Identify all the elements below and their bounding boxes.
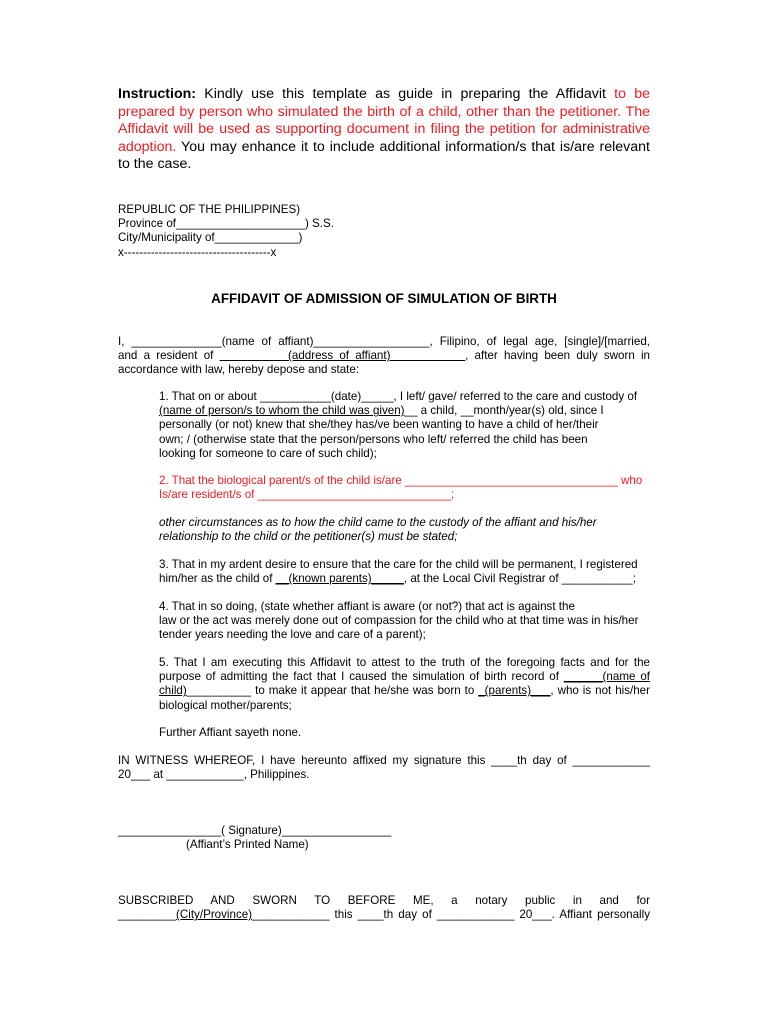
parents-blank: _(parents)___ xyxy=(478,684,551,698)
caption-divider: x--------------------------------------x xyxy=(118,245,277,259)
name-of-child-blank-2: child) xyxy=(159,684,187,698)
signature-block xyxy=(118,824,650,852)
circumstances-note xyxy=(159,516,650,544)
para1-line-5: looking for someone to care of such child); xyxy=(159,446,377,460)
further-affiant xyxy=(159,726,650,740)
subscribed-paragraph xyxy=(118,894,650,922)
witness-paragraph xyxy=(118,754,650,782)
para1-line-2-b: __ a child, __month/year(s) old, since I xyxy=(404,404,604,418)
para3-line-2-a: him/her as the child of xyxy=(159,572,276,586)
caption-province: Province of____________________) S.S. xyxy=(118,217,334,231)
para3-line-1: 3. That in my ardent desire to ensure that the care for the child will be permanent, I registered xyxy=(159,558,638,571)
name-of-person-blank: (name of person/s to whom the child was given) xyxy=(159,404,405,418)
known-parents-blank: __(known parents)_____ xyxy=(275,572,404,586)
intro-line-2-a: and a resident of xyxy=(118,349,220,363)
para1-line-1: 1. That on or about ___________(date)_____, I left/ gave/ referred to the care and custody of xyxy=(159,390,638,403)
caption-republic: REPUBLIC OF THE PHILIPPINES) xyxy=(118,203,301,216)
para2-line-1: 2. That the biological parent/s of the child is/are _________________________________ who xyxy=(159,474,643,487)
intro-line-2 xyxy=(118,349,650,363)
para5-line-4: biological mother/parents; xyxy=(159,698,292,712)
paragraph-3 xyxy=(159,558,650,586)
para5-line-2 xyxy=(159,670,650,684)
city-province-blank: (City/Province) xyxy=(176,908,253,922)
subscribed-line-2-b: ____________ this ____th day of ____________ 20___. Affiant personally xyxy=(252,908,650,922)
subscribed-line-1: SUBSCRIBED AND SWORN TO BEFORE ME, a notary public in and for xyxy=(118,894,650,907)
paragraph-4 xyxy=(159,600,650,643)
note-line-2: relationship to the child or the petitioner(s) must be stated; xyxy=(159,530,458,544)
instruction-text-2: You may enhance it to include additional information/s that is/are relevant to the case. xyxy=(118,138,650,173)
address-of-affiant: (address of affiant) xyxy=(219,349,466,363)
para4-line-2: law or the act was merely done out of compassion for the child who at that time was in his/her xyxy=(159,614,639,628)
instruction-paragraph xyxy=(118,86,650,174)
para3-line-2-b: , at the Local Civil Registrar of ___________; xyxy=(403,572,636,586)
subscribed-line-2 xyxy=(118,908,650,922)
note-line-1: other circumstances as to how the child came to the custody of the affiant and his/her xyxy=(159,516,597,529)
subscribed-line-2-a: _________ xyxy=(118,908,177,922)
intro-line-1: I, ______________(name of affiant)__________________, Filipino, of legal age, [single]/[married, xyxy=(118,335,650,348)
para5-line-3-b: __________ to make it appear that he/she was born to xyxy=(186,684,479,698)
paragraph-2 xyxy=(159,474,650,502)
para5-line-3 xyxy=(159,684,650,698)
witness-line-2: 20___ at ____________, Philippines. xyxy=(118,768,310,782)
signature-line: ________________( Signature)_________________ xyxy=(118,824,392,837)
para1-line-4: own; / (otherwise state that the person/persons who left/ referred the child has been xyxy=(159,432,588,446)
instruction-label: Instruction: xyxy=(118,86,197,102)
para5-line-1: 5. That I am executing this Affidavit to attest to the truth of the foregoing facts and for the xyxy=(159,656,650,669)
instruction-text: Kindly use this template as guide in preparing the Affidavit xyxy=(196,86,615,102)
instruction-red-text: to be prepared by person who simulated the birth of a child, other than the petitioner. The Affidavit will be used as supporting document in filing the petition for administrative adoption. xyxy=(118,86,650,155)
intro-line-3: accordance with law, hereby depose and state: xyxy=(118,363,360,377)
name-of-child-blank: ______(name of xyxy=(563,670,650,684)
para1-line-3: personally (or not) knew that she/they has/ve been wanting to have a child of her/their xyxy=(159,418,599,432)
document-title: AFFIDAVIT OF ADMISSION OF SIMULATION OF BIRTH xyxy=(211,291,557,306)
para4-line-1: 4. That in so doing, (state whether affiant is aware (or not?) that act is against the xyxy=(159,600,575,613)
para4-line-3: tender years needing the love and care of a parent); xyxy=(159,628,426,642)
intro-line-2-b: , after having been duly sworn in xyxy=(465,349,651,363)
further-text: Further Affiant sayeth none. xyxy=(159,726,302,739)
intro-paragraph xyxy=(118,335,650,378)
caption-city: City/Municipality of_____________) xyxy=(118,231,303,245)
para5-line-3-c: , who is not his/her xyxy=(550,684,650,698)
paragraph-1 xyxy=(159,390,650,461)
para3-line-2 xyxy=(159,572,650,586)
paragraph-5 xyxy=(159,656,650,713)
para1-line-2 xyxy=(159,404,650,418)
affiant-printed-name: (Affiant’s Printed Name) xyxy=(186,838,309,852)
witness-line-1: IN WITNESS WHEREOF, I have hereunto affixed my signature this ____th day of ____________ xyxy=(118,754,650,767)
para5-line-2-a: purpose of admitting the fact that I caused the simulation of birth record of xyxy=(159,670,564,684)
para2-line-2: Is/are resident/s of ______________________________; xyxy=(159,488,455,502)
document-caption xyxy=(118,203,650,260)
